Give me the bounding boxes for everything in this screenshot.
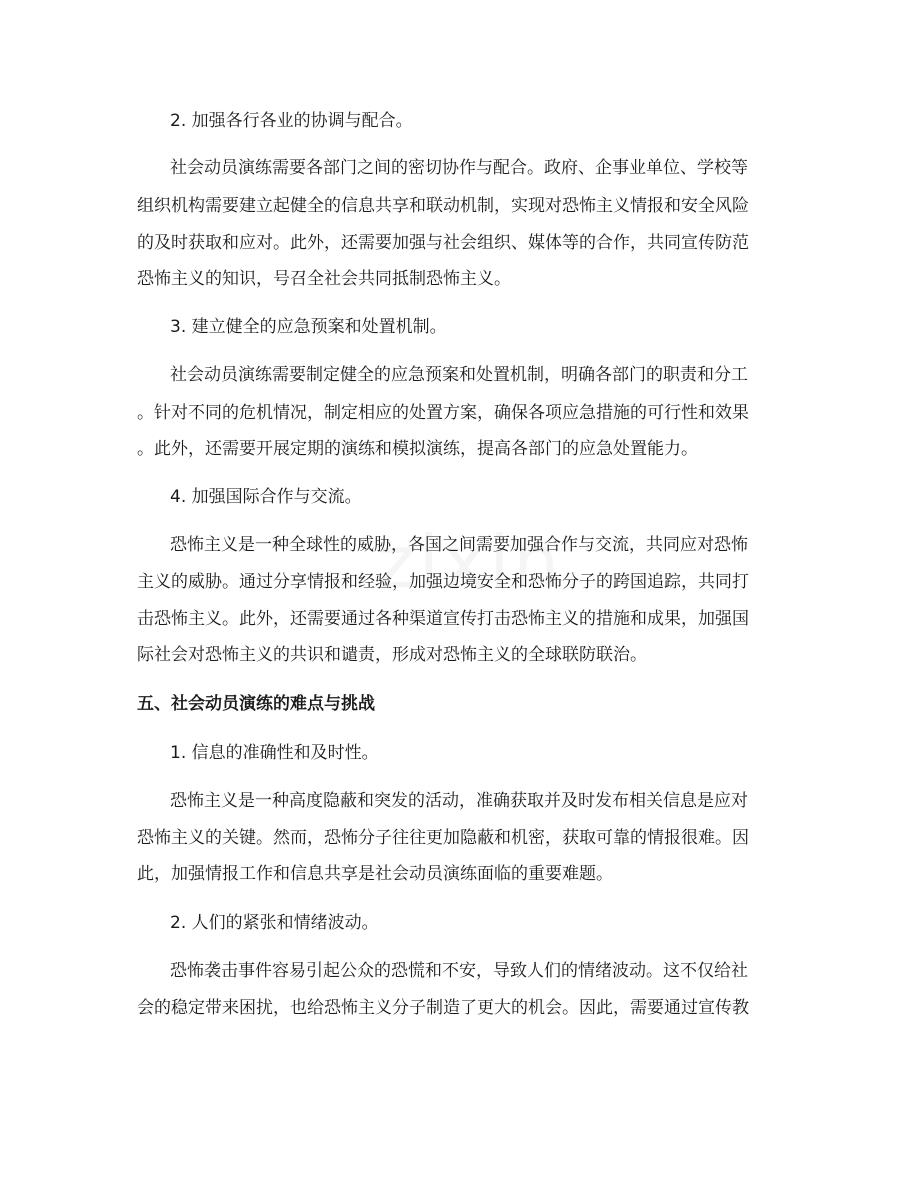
paragraph-line: 恐怖主义的知识，号召全社会共同抵制恐怖主义。 bbox=[137, 269, 511, 289]
paragraph-line: 击恐怖主义。此外，还需要通过各种渠道宣传打击恐怖主义的措施和成果，加强国 bbox=[137, 609, 749, 629]
paragraph-line: 的及时获取和应对。此外，还需要加强与社会组织、媒体等的合作，共同宣传防范 bbox=[137, 233, 749, 253]
list-item-heading: 4. 加强国际合作与交流。 bbox=[170, 487, 362, 507]
paragraph-line: 社会动员演练需要制定健全的应急预案和处置机制，明确各部门的职责和分工 bbox=[170, 365, 748, 385]
paragraph-line: 主义的威胁。通过分享情报和经验，加强边境安全和恐怖分子的跨国追踪，共同打 bbox=[137, 572, 749, 592]
paragraph-line: 社会动员演练需要各部门之间的密切协作与配合。政府、企事业单位、学校等 bbox=[170, 158, 748, 178]
paragraph-line: 恐怖袭击事件容易引起公众的恐慌和不安，导致人们的情绪波动。这不仅给社 bbox=[170, 961, 748, 981]
list-item-heading: 2. 人们的紧张和情绪波动。 bbox=[170, 913, 379, 933]
list-item-heading: 3. 建立健全的应急预案和处置机制。 bbox=[170, 317, 447, 337]
paragraph-line: 组织机构需要建立起健全的信息共享和联动机制，实现对恐怖主义情报和安全风险 bbox=[137, 196, 749, 216]
paragraph-line: 。此外，还需要开展定期的演练和模拟演练，提高各部门的应急处置能力。 bbox=[137, 439, 698, 459]
paragraph-line: 此，加强情报工作和信息共享是社会动员演练面临的重要难题。 bbox=[137, 864, 613, 884]
section-heading: 五、社会动员演练的难点与挑战 bbox=[137, 694, 375, 714]
paragraph-line: 。针对不同的危机情况，制定相应的处置方案，确保各项应急措施的可行性和效果 bbox=[137, 403, 749, 423]
paragraph-line: 会的稳定带来困扰，也给恐怖主义分子制造了更大的机会。因此，需要通过宣传教 bbox=[137, 998, 749, 1018]
list-item-heading: 1. 信息的准确性和及时性。 bbox=[170, 743, 379, 763]
list-item-heading: 2. 加强各行各业的协调与配合。 bbox=[170, 111, 413, 131]
paragraph-line: 恐怖主义是一种全球性的威胁，各国之间需要加强合作与交流，共同应对恐怖 bbox=[170, 535, 748, 555]
paragraph-line: 恐怖主义的关键。然而，恐怖分子往往更加隐蔽和机密，获取可靠的情报很难。因 bbox=[137, 828, 749, 848]
paragraph-line: 恐怖主义是一种高度隐蔽和突发的活动，准确获取并及时发布相关信息是应对 bbox=[170, 791, 748, 811]
paragraph-line: 际社会对恐怖主义的共识和谴责，形成对恐怖主义的全球联防联治。 bbox=[137, 645, 647, 665]
